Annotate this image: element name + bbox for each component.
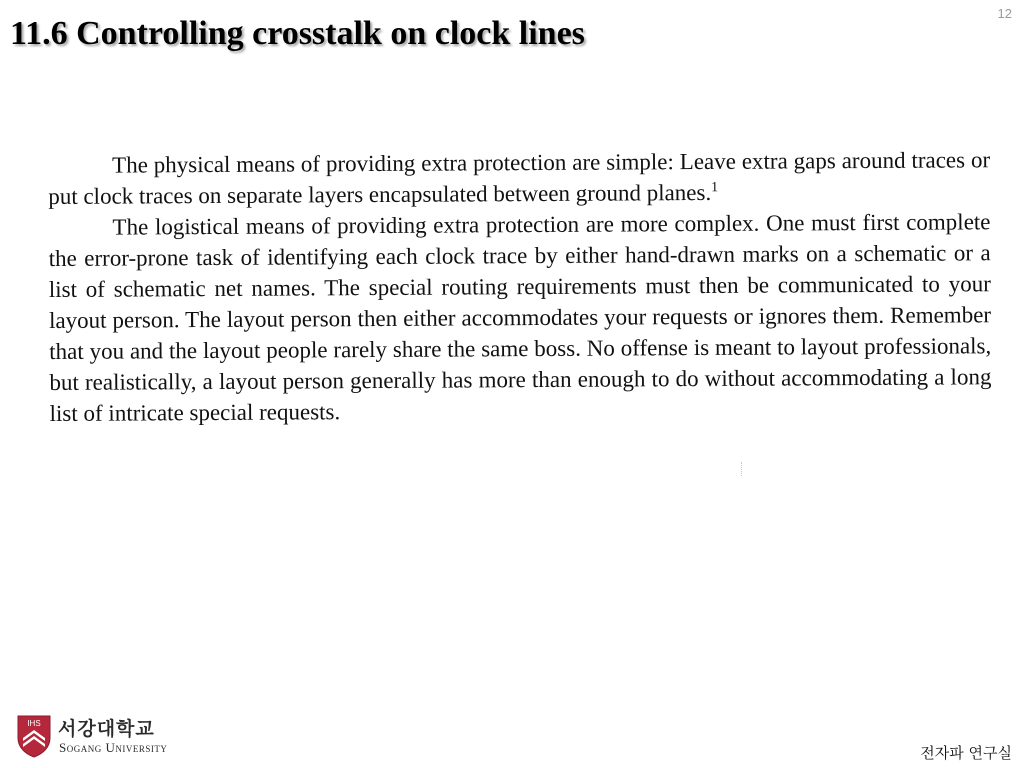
logo-korean-name: 서강대학교 [58, 718, 155, 740]
page-number: 12 [997, 6, 1012, 21]
slide-title: 11.6 Controlling crosstalk on clock lines [10, 15, 585, 52]
crest-icon [16, 714, 52, 758]
footnote-marker: 1 [711, 180, 719, 196]
university-logo [16, 714, 206, 760]
crest-text: IHS [27, 719, 41, 728]
paragraph-physical-means [48, 144, 990, 212]
lab-name: 전자파 연구실 [920, 744, 1012, 762]
paragraph-logistical-means: The logistical means of providing extra protection are more complex. One must first complete the error-prone task of identifying each clock trace by either hand-drawn marks on a schematic or a list of schematic net names. The special routing requirements must then be communicated to your layout person. The layout person then either accommodates your requests or ignores them. Remember that you and the layout people rarely share the same boss. No offense is meant to layout professionals, but realistically, a layout person generally has more than enough to do without accommodating a long list of intricate special requests. [48, 209, 992, 426]
scanned-text-excerpt [48, 144, 992, 429]
logo-english-name: Sogang University [59, 740, 168, 755]
scan-artifact [741, 462, 743, 476]
paragraph-physical-means-text: The physical means of providing extra protection are simple: Leave extra gaps around traces or put clock traces on separate layers encapsulated between ground planes. [48, 147, 991, 209]
